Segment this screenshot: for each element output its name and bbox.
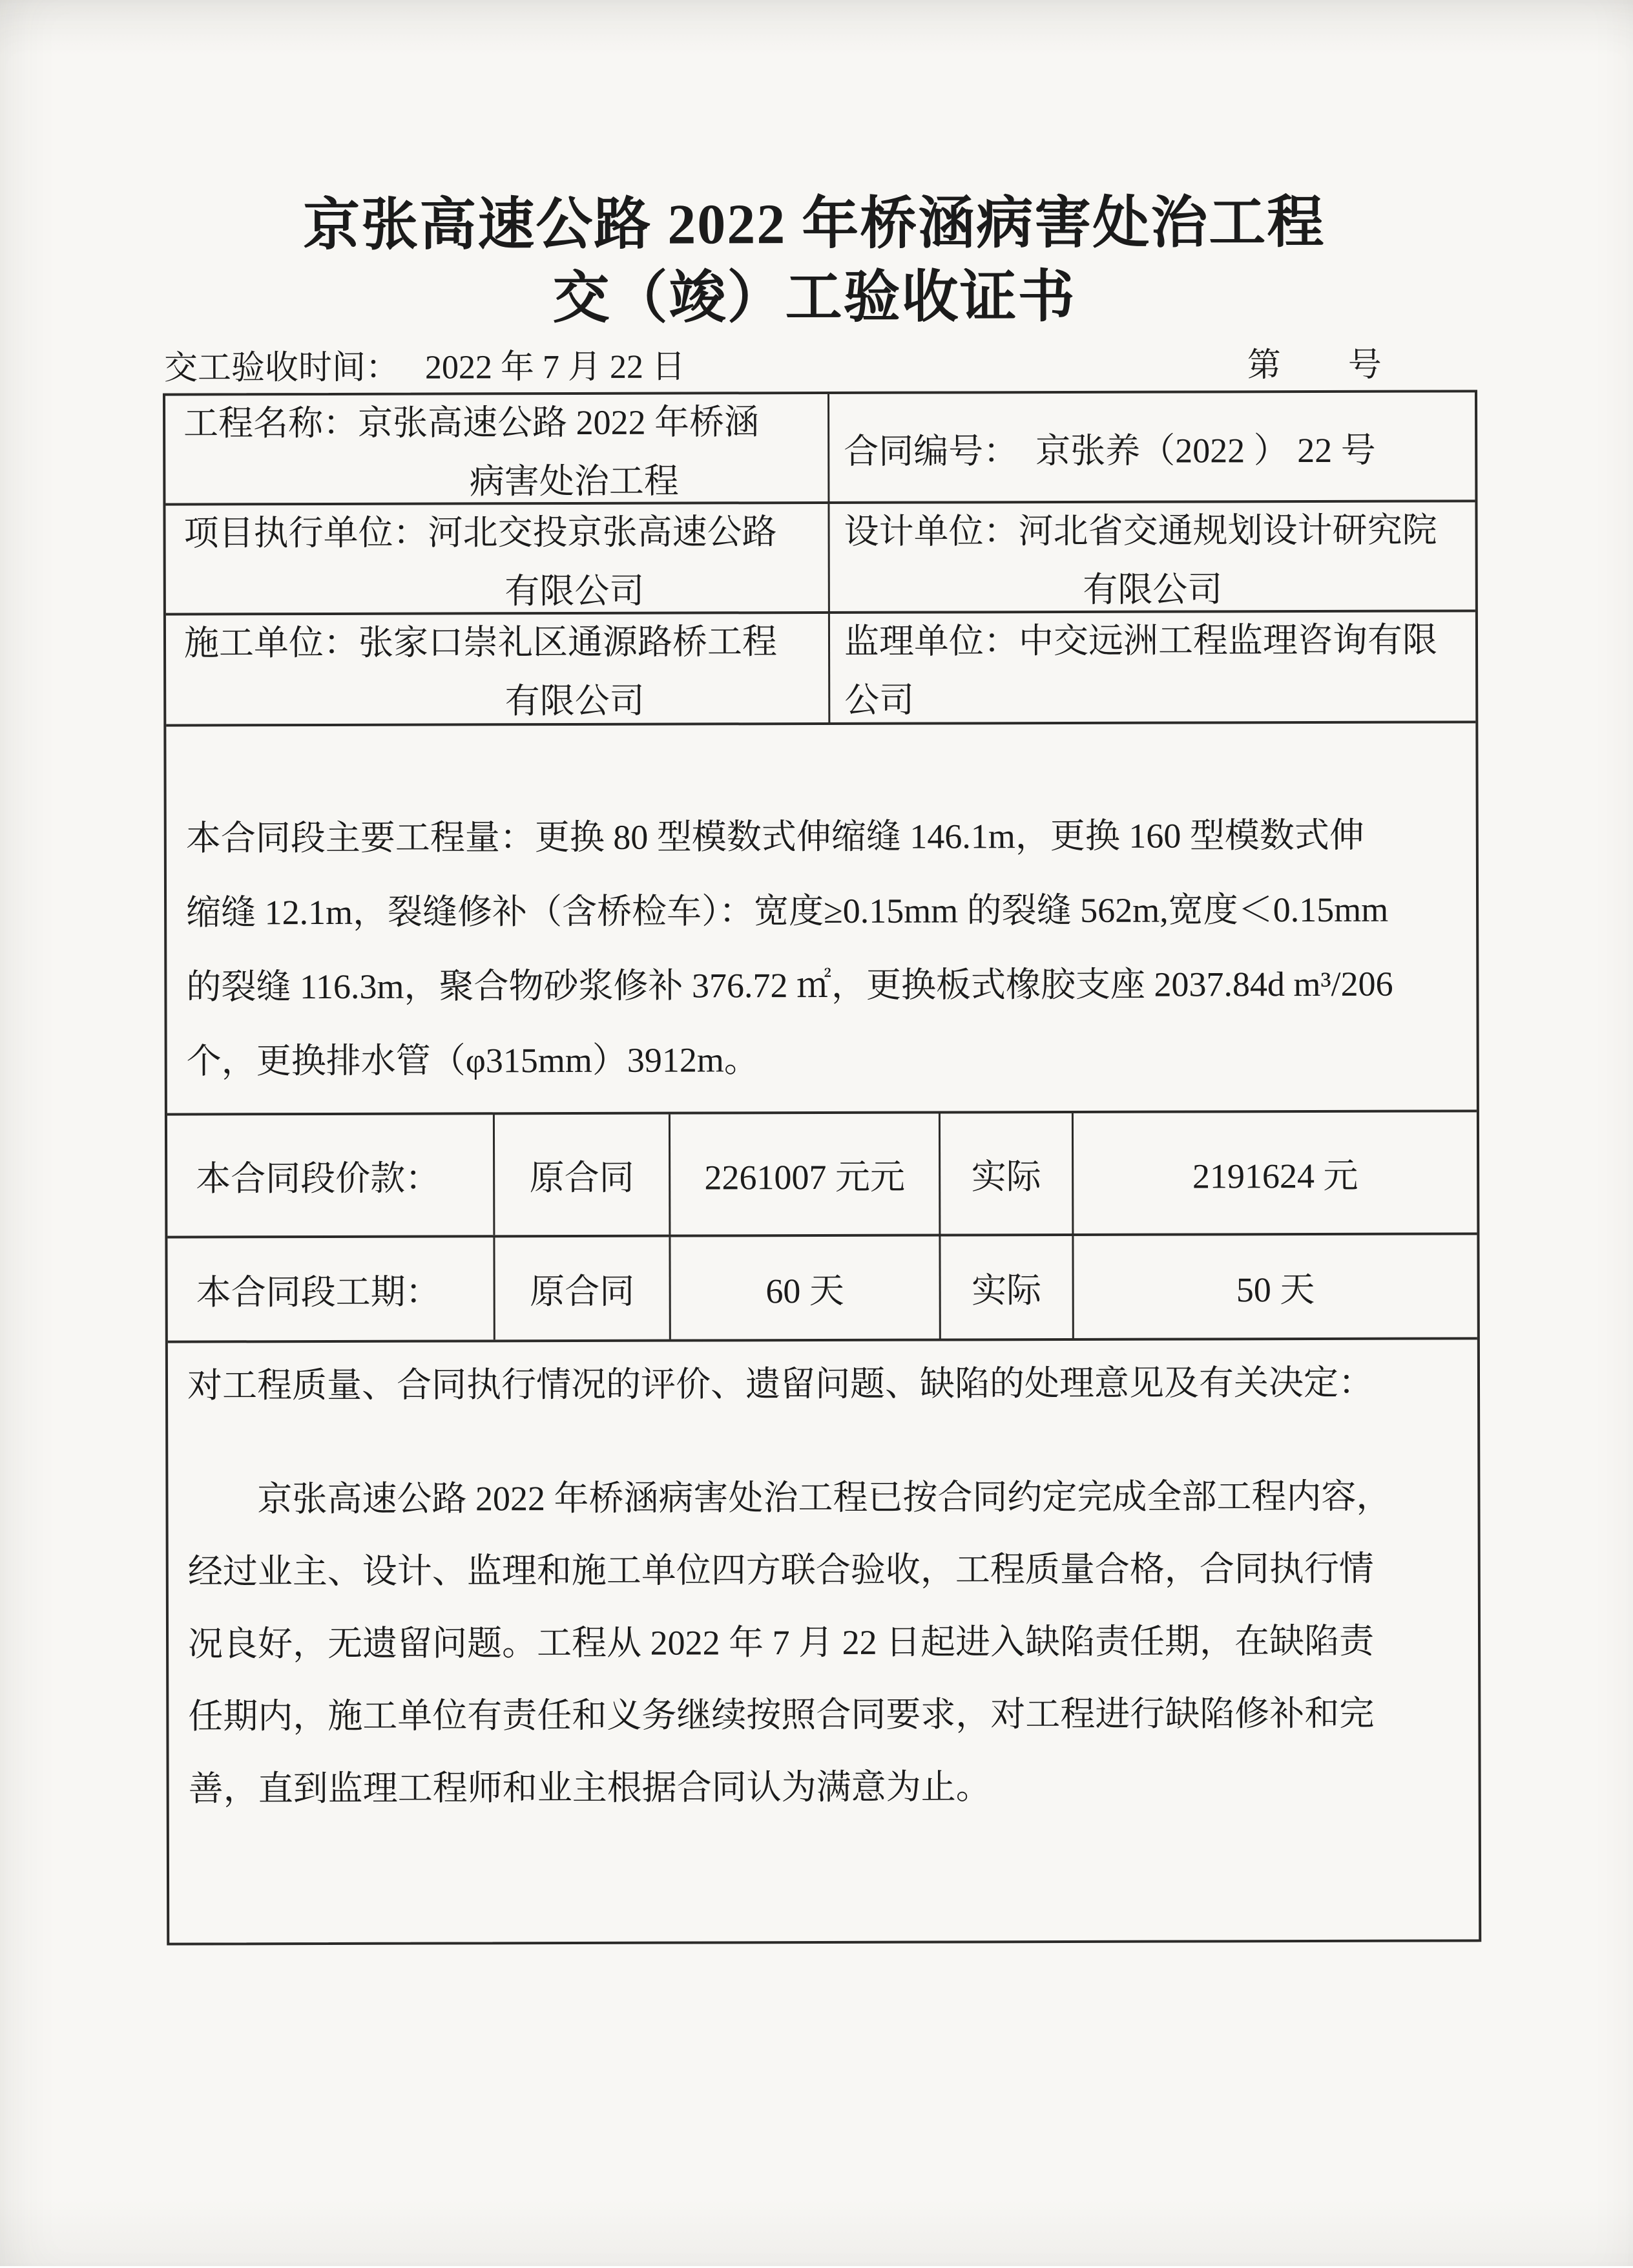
contractor-cell	[166, 614, 828, 724]
executor-cell	[165, 504, 827, 614]
designer-line2: 有限公司	[830, 561, 1475, 613]
contractor-line2: 有限公司	[166, 673, 828, 724]
designer-line1: 设计单位：河北省交通规划设计研究院	[829, 502, 1475, 554]
contract-no-cell	[827, 392, 1475, 503]
supervisor-line1: 监理单位：中交远洲工程监理咨询有限	[830, 612, 1475, 664]
doc-title-line1: 京张高速公路 2022 年桥涵病害处治工程	[0, 191, 1630, 260]
contractor-line1: 施工单位：张家口崇礼区通源路桥工程	[166, 614, 828, 666]
acceptance-time	[164, 347, 685, 390]
evaluation-line: 况良好，无遗留问题。工程从 2022 年 7 月 22 日起进入缺陷责任期，在缺陷责	[188, 1604, 1452, 1680]
supervisor-cell	[828, 612, 1475, 722]
quantity-line: 个，更换排水管（φ315mm）3912m。	[187, 1021, 1457, 1098]
price-original-label-cell: 原合同	[493, 1115, 669, 1235]
evaluation-line: 任期内，施工单位有责任和义务继续按照合同要求，对工程进行缺陷修补和完	[188, 1677, 1452, 1752]
evaluation-heading: 对工程质量、合同执行情况的评价、遗留问题、缺陷的处理意见及有关决定：	[187, 1361, 1451, 1406]
supervisor-line2: 公司	[830, 671, 1475, 722]
price-actual-value-cell: 2191624 元	[1072, 1112, 1477, 1234]
project-name-line1: 工程名称：京张高速公路 2022 年桥涵	[165, 394, 827, 446]
row-executor-designer	[165, 499, 1475, 613]
project-name-cell	[165, 394, 827, 505]
duration-actual-value-cell: 50 天	[1072, 1235, 1477, 1338]
row-contract-price	[167, 1109, 1477, 1235]
price-label-cell: 本合同段价款：	[167, 1115, 493, 1235]
price-actual-label-cell: 实际	[939, 1113, 1072, 1234]
meta-row	[164, 344, 1477, 389]
quantity-line: 缩缝 12.1m，裂缝修补（含桥检车）：宽度≥0.15mm 的裂缝 562m,宽度＜0.15mm	[186, 872, 1457, 950]
evaluation-cell	[168, 1337, 1479, 1942]
doc-title-line2: 交（竣）工验收证书	[0, 264, 1631, 333]
duration-original-value-cell: 60 天	[669, 1237, 939, 1339]
designer-cell	[827, 502, 1475, 613]
acceptance-time-label: 交工验收时间：	[164, 350, 399, 387]
doc-number: 第 号	[1247, 345, 1382, 387]
evaluation-line: 经过业主、设计、监理和施工单位四方联合验收，工程质量合格，合同执行情	[188, 1532, 1452, 1608]
duration-actual-label-cell: 实际	[939, 1236, 1072, 1339]
evaluation-line: 善，直到监理工程师和业主根据合同认为满意为止。	[189, 1749, 1453, 1825]
quantity-line: 的裂缝 116.3m，聚合物砂浆修补 376.72 ㎡，更换板式橡胶支座 2037.84d m³/206	[186, 947, 1457, 1024]
price-original-value-cell: 2261007 元元	[669, 1114, 939, 1235]
acceptance-time-value: 2022 年 7 月 22 日	[425, 349, 685, 386]
row-project-contract	[165, 392, 1475, 503]
row-contractor-supervisor	[166, 609, 1475, 724]
certificate-table	[163, 390, 1481, 1945]
executor-line2: 有限公司	[166, 563, 828, 614]
evaluation-line: 京张高速公路 2022 年桥涵病害处治工程已按合同约定完成全部工程内容，	[187, 1460, 1451, 1535]
evaluation-body	[187, 1460, 1452, 1825]
duration-label-cell: 本合同段工期：	[167, 1237, 493, 1340]
contract-no: 合同编号： 京张养（2022 ） 22 号	[829, 422, 1376, 473]
quantities-cell	[166, 720, 1477, 1113]
quantity-line: 本合同段主要工程量：更换 80 型模数式伸缩缝 146.1m，更换 160 型模数式伸	[186, 798, 1457, 876]
executor-line1: 项目执行单位：河北交投京张高速公路	[165, 504, 827, 556]
duration-original-label-cell: 原合同	[493, 1237, 669, 1340]
project-name-line2: 病害处治工程	[165, 453, 827, 505]
row-contract-duration	[167, 1232, 1477, 1340]
